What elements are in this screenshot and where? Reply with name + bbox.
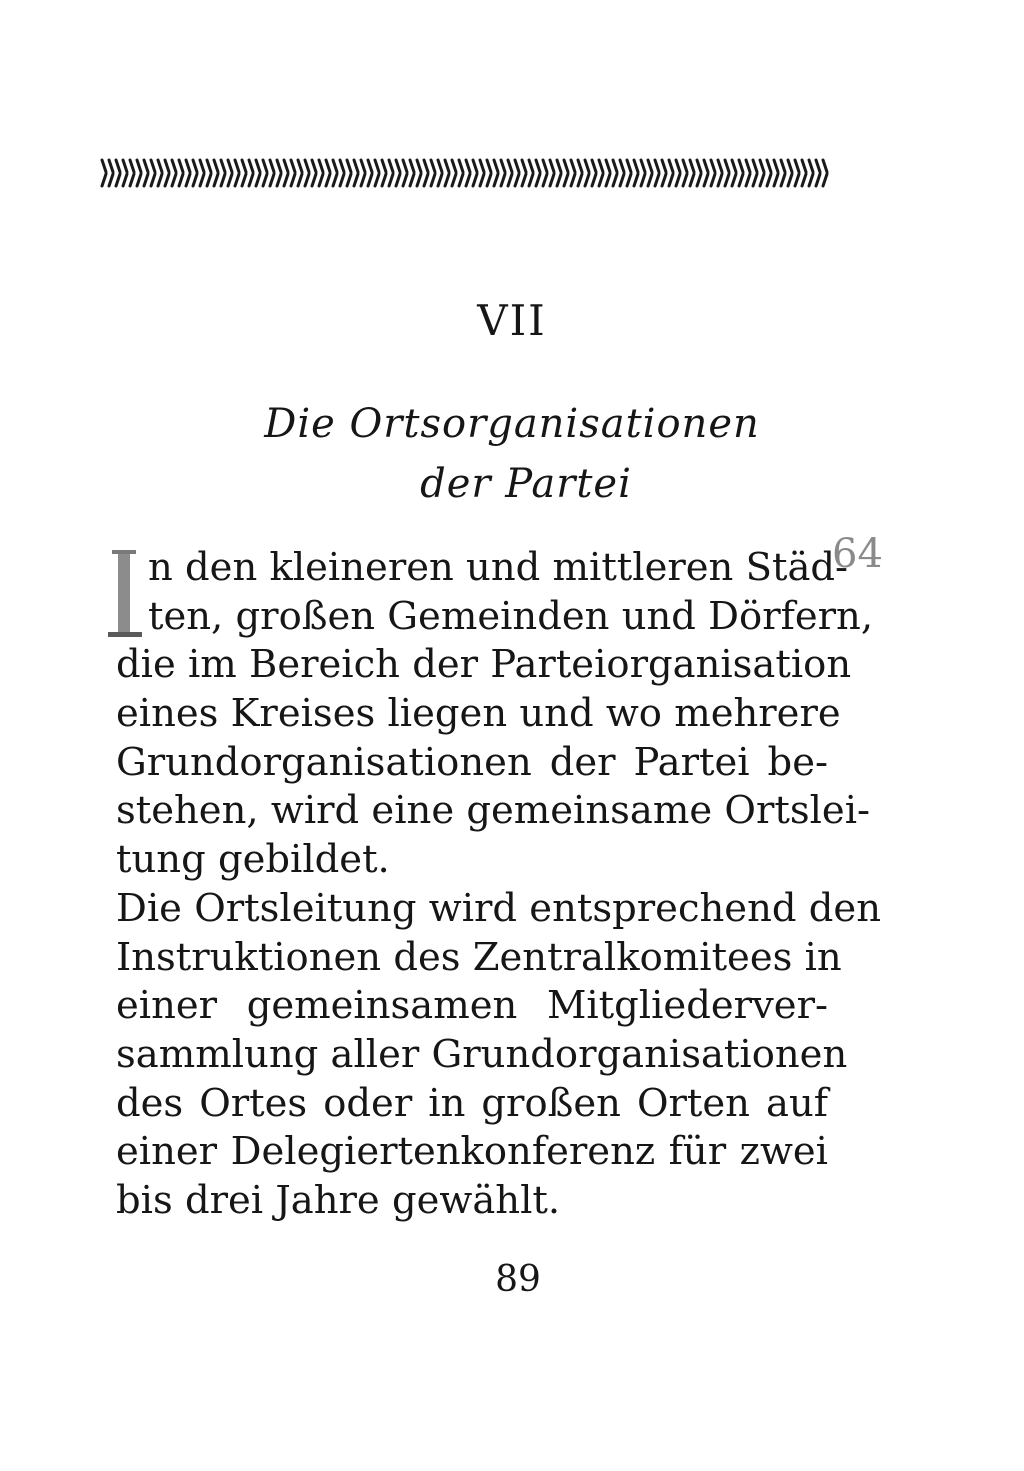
rope-strand [809, 174, 813, 186]
rope-strand [683, 174, 687, 186]
rope-strand [781, 160, 785, 172]
rope-strand [305, 174, 309, 186]
rope-border-ornament [100, 156, 830, 190]
rope-strand [711, 174, 715, 186]
rope-strand [403, 174, 407, 186]
rope-strand [823, 160, 827, 172]
rope-strand [172, 160, 176, 172]
rope-strand [627, 160, 631, 172]
rope-strand [109, 174, 113, 186]
rope-strand [214, 174, 218, 186]
body-line: Grundorganisationen der Partei be- [116, 739, 828, 785]
body-line: Die Ortsleitung wird entsprechend den [116, 885, 881, 931]
rope-strand [508, 160, 512, 172]
rope-strand [291, 174, 295, 186]
rope-strand [641, 160, 645, 172]
rope-strand [221, 160, 225, 172]
rope-strand [690, 160, 694, 172]
rope-strand [536, 174, 540, 186]
chapter-number: VII [477, 296, 547, 345]
rope-strand [431, 174, 435, 186]
rope-strand [284, 160, 288, 172]
rope-strand [627, 174, 631, 186]
rope-strand [515, 174, 519, 186]
rope-strand [431, 160, 435, 172]
rope-strand [753, 174, 757, 186]
rope-strand [333, 160, 337, 172]
rope-strand [144, 160, 148, 172]
rope-strand [340, 174, 344, 186]
rope-strand [326, 174, 330, 186]
rope-strand [249, 160, 253, 172]
rope-strand [389, 174, 393, 186]
rope-strand [606, 174, 610, 186]
rope-strand [760, 174, 764, 186]
rope-strand [207, 174, 211, 186]
rope-strand [592, 160, 596, 172]
rope-strand [669, 174, 673, 186]
rope-strand [235, 160, 239, 172]
rope-strand [557, 174, 561, 186]
rope-strand [494, 174, 498, 186]
rope-strand [711, 160, 715, 172]
body-line: sammlung aller Grundorganisationen [116, 1031, 848, 1077]
rope-strand [725, 174, 729, 186]
rope-strand [375, 174, 379, 186]
body-line: die im Bereich der Parteiorganisation [116, 642, 852, 688]
chapter-title-line-2: der Partei [420, 461, 632, 507]
rope-strand [452, 174, 456, 186]
rope-strand [130, 160, 134, 172]
rope-strand [333, 174, 337, 186]
rope-strand [816, 160, 820, 172]
rope-strand [207, 160, 211, 172]
rope-strand [116, 174, 120, 186]
rope-strand [543, 160, 547, 172]
rope-strand [277, 174, 281, 186]
rope-strand [186, 174, 190, 186]
rope-strand [193, 174, 197, 186]
rope-strand [326, 160, 330, 172]
rope-strand [585, 160, 589, 172]
rope-strand [347, 174, 351, 186]
rope-strand [144, 174, 148, 186]
rope-strand [606, 160, 610, 172]
page-number: 89 [495, 1259, 541, 1300]
rope-strand [494, 160, 498, 172]
rope-strand [312, 160, 316, 172]
rope-strand [613, 174, 617, 186]
rope-strand [655, 160, 659, 172]
rope-strand [648, 174, 652, 186]
rope-strand [277, 160, 281, 172]
rope-strand [725, 160, 729, 172]
rope-strand [424, 160, 428, 172]
body-line: einer Delegiertenkonferenz für zwei [116, 1129, 828, 1175]
rope-strand [452, 160, 456, 172]
rope-strand [676, 174, 680, 186]
rope-strand [683, 160, 687, 172]
rope-strand [417, 174, 421, 186]
rope-strand [396, 160, 400, 172]
rope-strand [270, 160, 274, 172]
rope-strand [550, 160, 554, 172]
rope-strand [767, 174, 771, 186]
rope-strand [438, 174, 442, 186]
rope-strand [179, 174, 183, 186]
rope-strand [389, 160, 393, 172]
rope-strand [368, 174, 372, 186]
rope-strand [284, 174, 288, 186]
rope-strand [809, 160, 813, 172]
rope-strand [291, 160, 295, 172]
body-line: bis drei Jahre gewählt. [116, 1177, 561, 1223]
rope-strand [102, 174, 106, 186]
body-line: stehen, wird eine gemeinsame Ortslei- [116, 788, 871, 834]
rope-strand [263, 174, 267, 186]
rope-strand [704, 174, 708, 186]
rope-strand [179, 160, 183, 172]
rope-strand [501, 160, 505, 172]
rope-strand [746, 174, 750, 186]
rope-strand [319, 160, 323, 172]
rope-strand [354, 160, 358, 172]
rope-strand [165, 174, 169, 186]
rope-strand [571, 174, 575, 186]
rope-strand [508, 174, 512, 186]
rope-strand [655, 174, 659, 186]
rope-strand [718, 174, 722, 186]
rope-strand [578, 174, 582, 186]
rope-strand [473, 174, 477, 186]
rope-strand [375, 160, 379, 172]
rope-strand [123, 160, 127, 172]
body-line: ten, großen Gemeinden und Dörfern, [148, 593, 874, 639]
rope-strand [774, 174, 778, 186]
rope-strand [396, 174, 400, 186]
rope-strand [802, 160, 806, 172]
chapter-title-line-1: Die Ortsorganisationen [264, 401, 760, 447]
body-line: tung gebildet. [116, 837, 390, 883]
rope-strand [662, 174, 666, 186]
rope-strand [788, 174, 792, 186]
rope-strand [403, 160, 407, 172]
rope-strand [522, 174, 526, 186]
rope-strand [781, 174, 785, 186]
rope-strand [165, 160, 169, 172]
margin-note-number: 64 [832, 531, 883, 577]
rope-strand [473, 160, 477, 172]
rope-strand [312, 174, 316, 186]
rope-strand [424, 174, 428, 186]
rope-strand [242, 160, 246, 172]
rope-strand [116, 160, 120, 172]
rope-strand [298, 160, 302, 172]
rope-strand [410, 174, 414, 186]
rope-strand [697, 174, 701, 186]
rope-strand [417, 160, 421, 172]
rope-strand [151, 160, 155, 172]
rope-strand [438, 160, 442, 172]
rope-strand [228, 174, 232, 186]
rope-strand [172, 174, 176, 186]
rope-strand [480, 174, 484, 186]
rope-strand [459, 174, 463, 186]
rope-strand [228, 160, 232, 172]
rope-strand [753, 160, 757, 172]
rope-strand [158, 160, 162, 172]
rope-strand [137, 174, 141, 186]
rope-strand [340, 160, 344, 172]
rope-strand [480, 160, 484, 172]
body-line: Instruktionen des Zentralkomitees in [116, 934, 842, 980]
rope-strand [263, 160, 267, 172]
rope-strand [214, 160, 218, 172]
rope-strand [732, 174, 736, 186]
rope-strand [585, 174, 589, 186]
rope-strand [662, 160, 666, 172]
rope-strand [746, 160, 750, 172]
rope-strand [466, 174, 470, 186]
rope-strand [795, 160, 799, 172]
rope-strand [634, 160, 638, 172]
rope-strand [739, 160, 743, 172]
rope-strand [487, 160, 491, 172]
rope-strand [557, 160, 561, 172]
rope-strand [690, 174, 694, 186]
rope-strand [459, 160, 463, 172]
body-line: n den kleineren und mittleren Städ- [148, 545, 849, 590]
rope-strand [249, 174, 253, 186]
rope-strand [592, 174, 596, 186]
rope-strand [445, 174, 449, 186]
rope-strand [382, 174, 386, 186]
rope-strand [270, 174, 274, 186]
rope-strand [158, 174, 162, 186]
rope-strand [676, 160, 680, 172]
rope-strand [242, 174, 246, 186]
rope-strand [641, 174, 645, 186]
rope-strand [515, 160, 519, 172]
rope-strand [522, 160, 526, 172]
rope-strand [200, 174, 204, 186]
chapter-title [0, 394, 1024, 514]
rope-strand [137, 160, 141, 172]
rope-strand [529, 160, 533, 172]
rope-strand [788, 160, 792, 172]
rope-strand [613, 160, 617, 172]
rope-strand [221, 174, 225, 186]
rope-strand [536, 160, 540, 172]
rope-strand [599, 160, 603, 172]
rope-strand [767, 160, 771, 172]
rope-strand [620, 174, 624, 186]
rope-strand [347, 160, 351, 172]
rope-strand [501, 174, 505, 186]
rope-strand [410, 160, 414, 172]
rope-strand [543, 174, 547, 186]
body-line: einer gemeinsamen Mitgliederver- [116, 983, 828, 1029]
rope-strand [305, 160, 309, 172]
rope-strand [235, 174, 239, 186]
rope-strand [354, 174, 358, 186]
rope-strand [361, 160, 365, 172]
rope-strand [795, 174, 799, 186]
rope-strand [697, 160, 701, 172]
rope-strand [298, 174, 302, 186]
rope-strand [739, 174, 743, 186]
rope-strand [368, 160, 372, 172]
rope-strand [382, 160, 386, 172]
rope-strand [634, 174, 638, 186]
body-line: des Ortes oder in großen Orten auf [116, 1080, 828, 1126]
rope-strand [445, 160, 449, 172]
rope-strand [599, 174, 603, 186]
rope-strand [620, 160, 624, 172]
rope-strand [123, 174, 127, 186]
rope-strand [466, 160, 470, 172]
rope-strand [816, 174, 820, 186]
rope-strand [760, 160, 764, 172]
rope-strand [130, 174, 134, 186]
rope-strand [256, 174, 260, 186]
rope-strand [564, 174, 568, 186]
rope-strand [256, 160, 260, 172]
rope-strand [550, 174, 554, 186]
rope-strand [109, 160, 113, 172]
rope-strand [718, 160, 722, 172]
rope-strand [564, 160, 568, 172]
rope-strand [102, 160, 106, 172]
rope-strand [529, 174, 533, 186]
rope-strand [193, 160, 197, 172]
rope-strand [186, 160, 190, 172]
rope-strand [578, 160, 582, 172]
rope-strand [571, 160, 575, 172]
rope-strand [704, 160, 708, 172]
rope-strand [487, 174, 491, 186]
rope-strand [774, 160, 778, 172]
rope-strand [151, 174, 155, 186]
rope-strand [669, 160, 673, 172]
rope-strand [823, 174, 827, 186]
rope-strand [802, 174, 806, 186]
body-line: eines Kreises liegen und wo mehrere [116, 691, 841, 737]
rope-strand [648, 160, 652, 172]
rope-strand [319, 174, 323, 186]
rope-strand [361, 174, 365, 186]
rope-strand [732, 160, 736, 172]
rope-strand [200, 160, 204, 172]
